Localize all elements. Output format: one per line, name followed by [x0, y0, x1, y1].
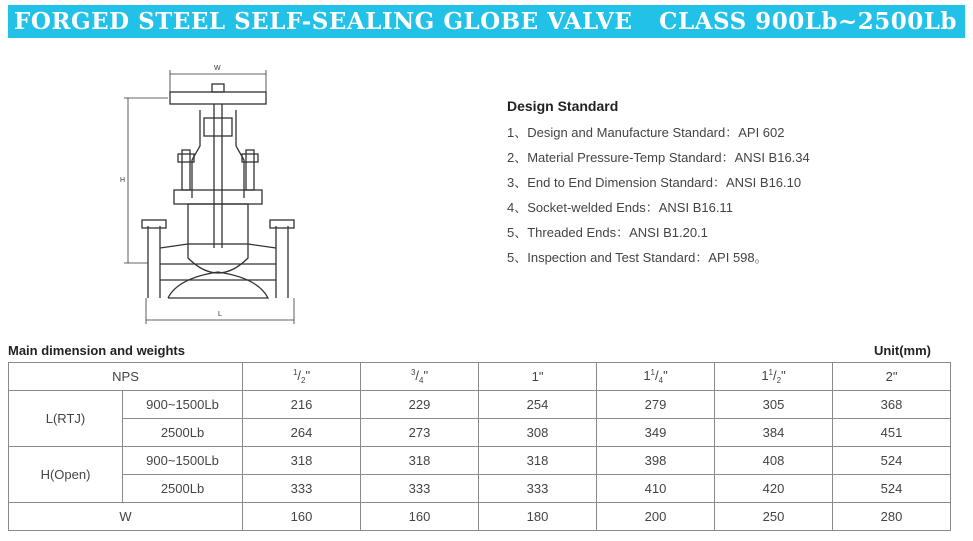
value-cell: 524: [833, 475, 951, 503]
table-row: [9, 447, 951, 475]
value-cell: 305: [715, 391, 833, 419]
value-cell: 420: [715, 475, 833, 503]
page-title: FORGED STEEL SELF-SEALING GLOBE VALVE: [14, 8, 633, 35]
value-cell: 384: [715, 419, 833, 447]
class-cell: 2500Lb: [123, 475, 243, 503]
value-cell: 280: [833, 503, 951, 531]
value-cell: 250: [715, 503, 833, 531]
standard-item: 3、End to End Dimension Standard：ANSI B16.10: [507, 175, 802, 190]
nps-cell: $1^1/_2$": [715, 363, 833, 391]
design-standard: [507, 98, 947, 270]
width-label: W: [214, 65, 221, 72]
table-row: [9, 391, 951, 419]
table-row: [9, 419, 951, 447]
class-cell: 900~1500Lb: [123, 391, 243, 419]
group-label: H(Open): [9, 447, 123, 503]
height-label: H: [120, 177, 126, 184]
group-label: L(RTJ): [9, 391, 123, 447]
title-banner: [8, 5, 965, 38]
value-cell: 216: [243, 391, 361, 419]
design-standard-list: [507, 120, 947, 270]
nps-label: NPS: [9, 363, 243, 391]
value-cell: 524: [833, 447, 951, 475]
value-cell: 333: [479, 475, 597, 503]
table-row: [9, 475, 951, 503]
value-cell: 254: [479, 391, 597, 419]
value-cell: 160: [243, 503, 361, 531]
unit-label: Unit(mm): [873, 343, 931, 358]
value-cell: 273: [361, 419, 479, 447]
standard-item: 2、Material Pressure-Temp Standard：ANSI B16.34: [507, 150, 810, 165]
value-cell: 180: [479, 503, 597, 531]
value-cell: 318: [243, 447, 361, 475]
nps-cell: $1^1/_4$": [597, 363, 715, 391]
class-cell: 2500Lb: [123, 419, 243, 447]
value-cell: 308: [479, 419, 597, 447]
value-cell: 451: [833, 419, 951, 447]
nps-cell: $^3/_4$": [361, 363, 479, 391]
standard-item: 5、Threaded Ends：ANSI B1.20.1: [507, 225, 708, 240]
value-cell: 264: [243, 419, 361, 447]
standard-item: 1、Design and Manufacture Standard：API 602: [507, 125, 785, 140]
value-cell: 318: [361, 447, 479, 475]
value-cell: 160: [361, 503, 479, 531]
value-cell: 229: [361, 391, 479, 419]
value-cell: 349: [597, 419, 715, 447]
class-cell: 900~1500Lb: [123, 447, 243, 475]
value-cell: 333: [361, 475, 479, 503]
length-label: L: [218, 311, 222, 318]
standard-item: 5、Inspection and Test Standard：API 598。: [507, 250, 768, 265]
valve-drawing: [108, 58, 308, 328]
value-cell: 398: [597, 447, 715, 475]
nps-cell: 1": [479, 363, 597, 391]
nps-cell: $^1/_2$": [243, 363, 361, 391]
class-label: CLASS 900Lb~2500Lb: [659, 8, 957, 35]
table-title: Main dimension and weights: [8, 343, 185, 358]
dimension-table: [8, 362, 951, 531]
value-cell: 368: [833, 391, 951, 419]
table-row: [9, 503, 951, 531]
standard-item: 4、Socket-welded Ends：ANSI B16.11: [507, 200, 733, 215]
design-standard-heading: Design Standard: [507, 98, 619, 114]
value-cell: 279: [597, 391, 715, 419]
nps-cell: 2": [833, 363, 951, 391]
value-cell: 333: [243, 475, 361, 503]
value-cell: 200: [597, 503, 715, 531]
value-cell: 410: [597, 475, 715, 503]
w-label: W: [9, 503, 243, 531]
value-cell: 408: [715, 447, 833, 475]
table-header-row: [9, 363, 951, 391]
value-cell: 318: [479, 447, 597, 475]
